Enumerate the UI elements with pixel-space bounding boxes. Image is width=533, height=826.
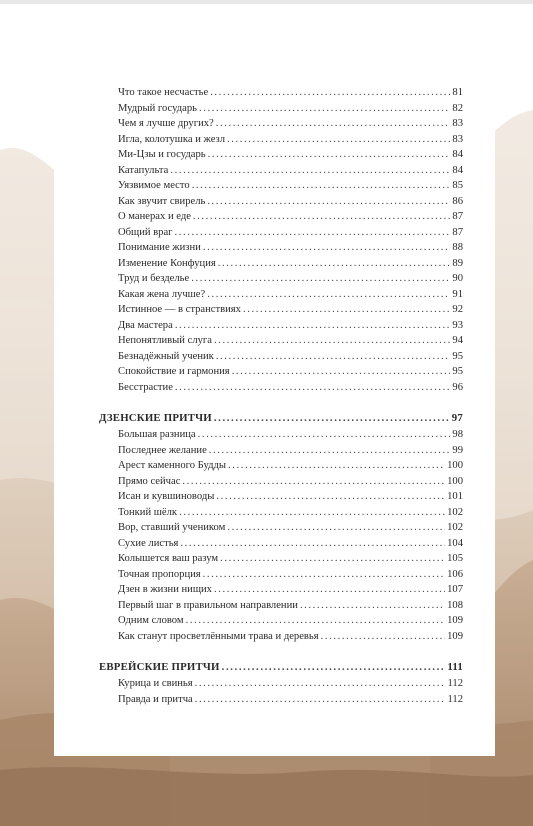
toc-entry-page: 96 <box>452 381 463 393</box>
toc-entry[interactable] <box>118 521 463 534</box>
toc-entry-title: Как звучит свирель <box>118 195 206 207</box>
toc-entry[interactable] <box>118 164 463 177</box>
toc-entry-page: 87 <box>452 226 463 238</box>
toc-entry-title: Катапульта <box>118 164 169 176</box>
toc-entry-title: Как станут просветлёнными трава и деревья <box>118 630 319 642</box>
toc-entry[interactable] <box>118 693 463 706</box>
toc-entry-page: 112 <box>447 678 463 689</box>
toc-entry[interactable] <box>118 475 463 488</box>
toc-entry[interactable] <box>118 583 463 596</box>
toc-entry-title: О манерах и еде <box>118 211 191 222</box>
toc-entry[interactable] <box>118 133 463 146</box>
toc-entry[interactable] <box>118 568 463 581</box>
toc-heading-title: ДЗЕНСКИЕ ПРИТЧИ <box>99 412 212 424</box>
toc-entry-title: Два мастера <box>118 319 173 331</box>
toc-entry-page: 87 <box>452 211 463 222</box>
toc-entry-title: Уязвимое место <box>118 180 190 191</box>
toc-entry[interactable] <box>118 102 463 115</box>
toc-entry-page: 102 <box>447 522 463 533</box>
toc-entry-title: Дзен в жизни нищих <box>118 584 212 595</box>
toc-entry-title: Точная пропорция <box>118 568 201 580</box>
toc-entry-page: 104 <box>447 537 463 549</box>
toc-entry-title: Безнадёжный ученик <box>118 350 214 362</box>
toc-entry-page: 95 <box>452 350 463 362</box>
toc-entry-page: 83 <box>452 133 463 145</box>
toc-entry-page: 109 <box>447 630 463 642</box>
toc-entry-title: Понимание жизни <box>118 242 201 253</box>
toc-entry[interactable] <box>118 428 463 441</box>
toc-entry[interactable] <box>118 459 463 472</box>
toc-entry-page: 89 <box>452 257 463 269</box>
toc-entry-page: 83 <box>452 118 463 129</box>
toc-entry[interactable] <box>118 537 463 550</box>
toc-entry-page: 82 <box>452 102 463 114</box>
toc-entry-title: Одним словом <box>118 615 184 626</box>
toc-section-heading-jewish[interactable] <box>99 661 463 674</box>
toc-entry[interactable] <box>118 117 463 130</box>
toc-entry-title: Спокойствие и гармония <box>118 366 230 377</box>
toc-entry-page: 100 <box>447 475 463 487</box>
toc-entry[interactable] <box>118 614 463 627</box>
toc-entry-title: Сухие листья <box>118 537 179 549</box>
toc-entry-title: Непонятливый слуга <box>118 335 212 346</box>
toc-entry[interactable] <box>118 272 463 285</box>
toc-entry-title: Большая разница <box>118 429 196 440</box>
toc-entry-page: 95 <box>452 366 463 377</box>
toc-entry-title: Истинное — в странствиях <box>118 304 241 315</box>
toc-entry-title: Общий враг <box>118 226 173 238</box>
toc-entry-page: 93 <box>452 319 463 331</box>
toc-entry[interactable] <box>118 552 463 565</box>
toc-entry-page: 81 <box>452 87 463 98</box>
toc-entry[interactable] <box>118 86 463 99</box>
toc-entry-page: 85 <box>452 180 463 191</box>
toc-entry[interactable] <box>118 303 463 316</box>
toc-entry-page: 106 <box>447 568 463 580</box>
toc-entry[interactable] <box>118 381 463 394</box>
toc-entry-title: Чем я лучше других? <box>118 118 214 129</box>
toc-entry-title: Труд и безделье <box>118 273 190 284</box>
toc-entry-page: 91 <box>452 288 463 300</box>
toc-entry-title: Изменение Конфуция <box>118 257 216 269</box>
toc-section-heading-zen[interactable] <box>99 412 463 425</box>
toc-entry[interactable] <box>118 365 463 378</box>
toc-entry-page: 107 <box>447 584 463 595</box>
toc-entry-title: Бесстрастие <box>118 381 173 393</box>
toc-entry-title: Тонкий шёлк <box>118 506 178 518</box>
toc-heading-page: 97 <box>451 412 463 424</box>
toc-entry[interactable] <box>118 677 463 690</box>
toc-entry[interactable] <box>118 241 463 254</box>
toc-entry-title: Курица и свинья <box>118 678 193 689</box>
toc-entry-page: 108 <box>447 599 463 611</box>
toc-entry[interactable] <box>118 210 463 223</box>
toc-entry[interactable] <box>118 599 463 612</box>
toc-entry-title: Что такое несчастье <box>118 87 209 98</box>
toc-entry[interactable] <box>118 179 463 192</box>
toc-entry[interactable] <box>118 257 463 270</box>
toc-entry-page: 109 <box>447 615 463 626</box>
toc-entry-title: Вор, ставший учеником <box>118 522 226 533</box>
toc-entry-page: 84 <box>452 149 463 160</box>
top-edge <box>0 0 533 4</box>
toc-entry[interactable] <box>118 195 463 208</box>
toc-entry-title: Игла, колотушка и жезл <box>118 133 226 145</box>
toc-entry[interactable] <box>118 148 463 161</box>
toc-entry-title: Первый шаг в правильном направлении <box>118 599 298 611</box>
toc-entry-page: 88 <box>452 242 463 253</box>
toc-entry[interactable] <box>118 630 463 643</box>
toc-entry-page: 94 <box>452 335 463 346</box>
toc-entry[interactable] <box>118 444 463 457</box>
toc-entry-title: Правда и притча <box>118 693 193 705</box>
toc-entry-title: Мудрый государь <box>118 102 197 114</box>
toc-entry-title: Прямо сейчас <box>118 475 181 487</box>
toc-entry-title: Колышется ваш разум <box>118 553 219 564</box>
toc-entry[interactable] <box>118 334 463 347</box>
toc-entry[interactable] <box>118 506 463 519</box>
toc-entry-page: 84 <box>452 164 463 176</box>
toc-entry-page: 101 <box>447 491 463 502</box>
toc-entry-page: 90 <box>452 273 463 284</box>
toc-entry[interactable] <box>118 288 463 301</box>
toc-entry-page: 100 <box>447 460 463 471</box>
toc-entry-title: Какая жена лучше? <box>118 288 206 300</box>
toc-entry-title: Последнее желание <box>118 444 207 456</box>
toc-entry[interactable] <box>118 350 463 363</box>
toc-entry-title: Арест каменного Будды <box>118 460 226 471</box>
toc-entry-title: Исан и кувшиноводы <box>118 491 215 502</box>
toc-entry-page: 105 <box>447 553 463 564</box>
toc-entry-title: Ми-Цзы и государь <box>118 149 206 160</box>
toc-entry[interactable] <box>118 319 463 332</box>
toc-entry[interactable] <box>118 226 463 239</box>
toc-entry-page: 99 <box>452 444 463 456</box>
toc-entry-page: 112 <box>447 693 463 705</box>
toc-entry[interactable] <box>118 490 463 503</box>
toc-entry-page: 102 <box>447 506 463 518</box>
toc-entry-page: 92 <box>452 304 463 315</box>
toc-entry-page: 98 <box>452 429 463 440</box>
toc-heading-title: ЕВРЕЙСКИЕ ПРИТЧИ <box>99 661 220 673</box>
toc-entry-page: 86 <box>452 195 463 207</box>
toc-heading-page: 111 <box>447 661 463 673</box>
